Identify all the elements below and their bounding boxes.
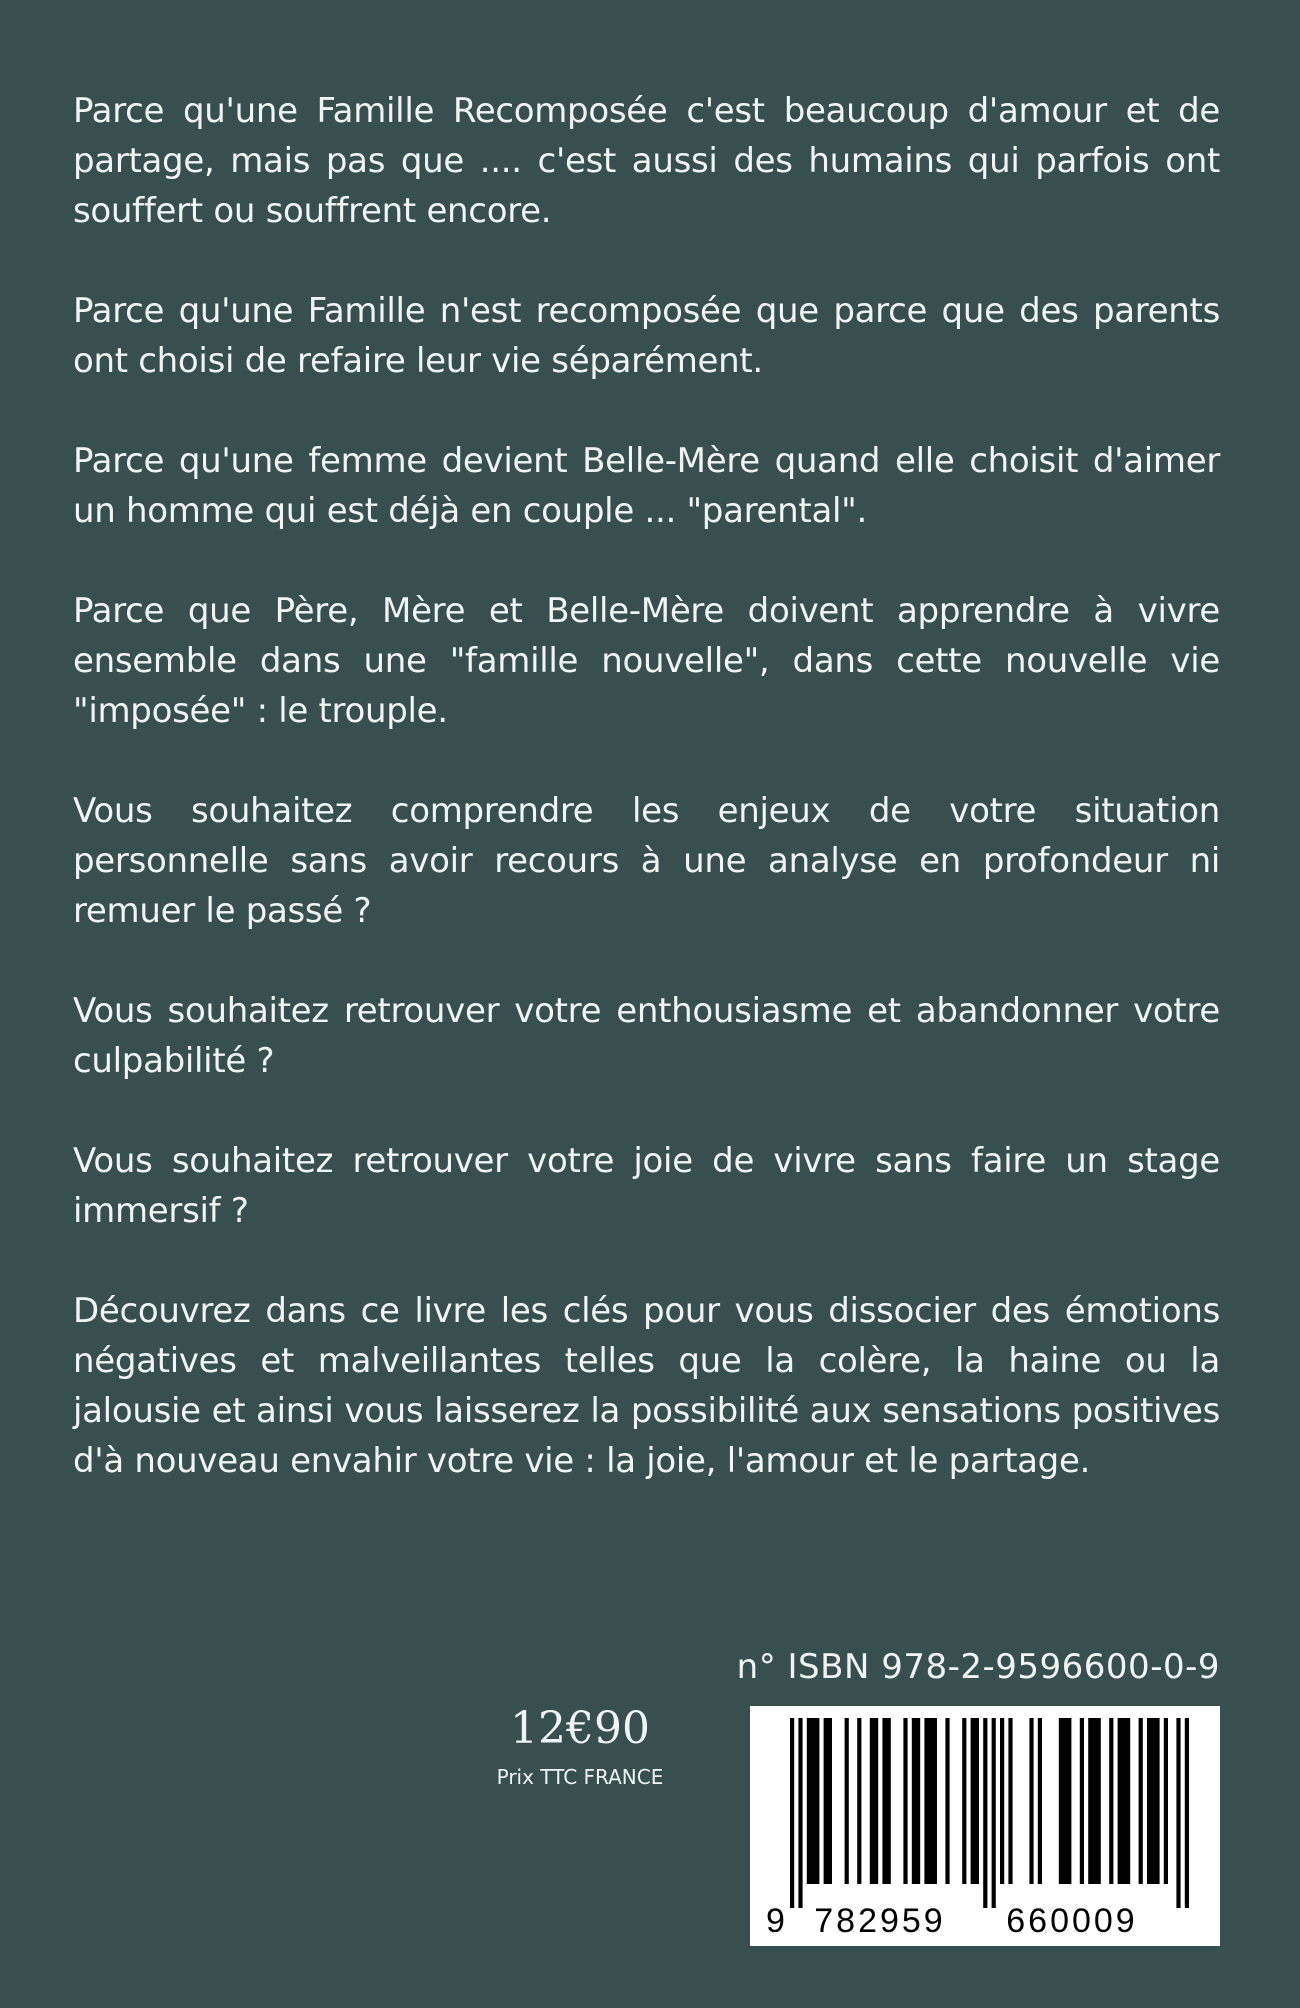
price-amount: 12€90 — [510, 1703, 650, 1754]
barcode-bar — [1029, 1718, 1033, 1884]
barcode-bar — [924, 1718, 937, 1884]
barcode-bar — [903, 1718, 907, 1884]
blurb-paragraph: Découvrez dans ce livre les clés pour vous dissocier des émotions négatives et malveillantes telles que la colère, la haine ou la jalousie et ainsi vous laisserez la possibilité aux sensations positives d'à nouveau envahir votre vie : la joie, l'amour et le partage. — [73, 1291, 1220, 1481]
barcode-bar — [1059, 1718, 1072, 1884]
barcode-bar — [971, 1718, 979, 1884]
barcode-bar — [1000, 1718, 1004, 1884]
barcode-bar — [1118, 1718, 1131, 1884]
barcode-bar — [1038, 1718, 1042, 1884]
barcode-right-digits: 660009 — [1006, 1902, 1138, 1940]
blurb-paragraph: Parce qu'une femme devient Belle-Mère quand elle choisit d'aimer un homme qui est déjà en couple ... "parental". — [73, 441, 1220, 531]
barcode-bar — [945, 1718, 949, 1884]
barcode-bar — [807, 1718, 820, 1884]
blurb-text — [73, 86, 1220, 1536]
barcode-bars — [790, 1718, 1189, 1908]
blurb-paragraph: Parce qu'une Famille n'est recomposée que parce que des parents ont choisi de refaire leur vie séparément. — [73, 291, 1220, 381]
barcode-bar — [1080, 1718, 1084, 1884]
barcode-bar — [882, 1718, 890, 1884]
barcode-bar — [983, 1718, 987, 1908]
barcode-first-digit: 9 — [766, 1902, 785, 1940]
barcode-graphic — [750, 1706, 1220, 1946]
barcode-bar — [1139, 1718, 1143, 1884]
price-note: Prix TTC FRANCE — [496, 1765, 664, 1789]
blurb-paragraph: Parce qu'une Famille Recomposée c'est beaucoup d'amour et de partage, mais pas que .... c'est aussi des humains qui parfois ont souffert ou souffrent encore. — [73, 91, 1220, 231]
barcode-bar — [992, 1718, 996, 1908]
barcode-bar — [1109, 1718, 1113, 1884]
barcode-bar — [1176, 1718, 1180, 1908]
blurb-paragraph: Vous souhaitez retrouver votre joie de vivre sans faire un stage immersif ? — [73, 1141, 1220, 1231]
barcode-bar — [912, 1718, 920, 1884]
barcode-bar — [857, 1718, 861, 1884]
isbn-barcode — [750, 1706, 1220, 1946]
barcode-bar — [870, 1718, 878, 1884]
barcode-bar — [1147, 1718, 1160, 1884]
isbn-label: n° ISBN 978-2-9596600-0-9 — [736, 1647, 1220, 1687]
barcode-bar — [824, 1718, 832, 1884]
price-block — [470, 1702, 690, 1792]
barcode-bar — [1164, 1718, 1168, 1884]
barcode-bar — [1185, 1718, 1189, 1908]
barcode-bar — [845, 1718, 849, 1884]
barcode-bar — [798, 1718, 802, 1908]
blurb-paragraph: Parce que Père, Mère et Belle-Mère doivent apprendre à vivre ensemble dans une "famille nouvelle", dans cette nouvelle vie "imposée" : le trouple. — [73, 591, 1220, 731]
barcode-left-digits: 782959 — [814, 1902, 946, 1940]
barcode-bar — [1088, 1718, 1101, 1884]
barcode-bar — [790, 1718, 794, 1908]
barcode-bar — [962, 1718, 966, 1884]
blurb-paragraph: Vous souhaitez retrouver votre enthousiasme et abandonner votre culpabilité ? — [73, 991, 1220, 1081]
barcode-bar — [1008, 1718, 1012, 1884]
blurb-paragraph: Vous souhaitez comprendre les enjeux de votre situation personnelle sans avoir recours à une analyse en profondeur ni remuer le passé ? — [73, 791, 1220, 931]
